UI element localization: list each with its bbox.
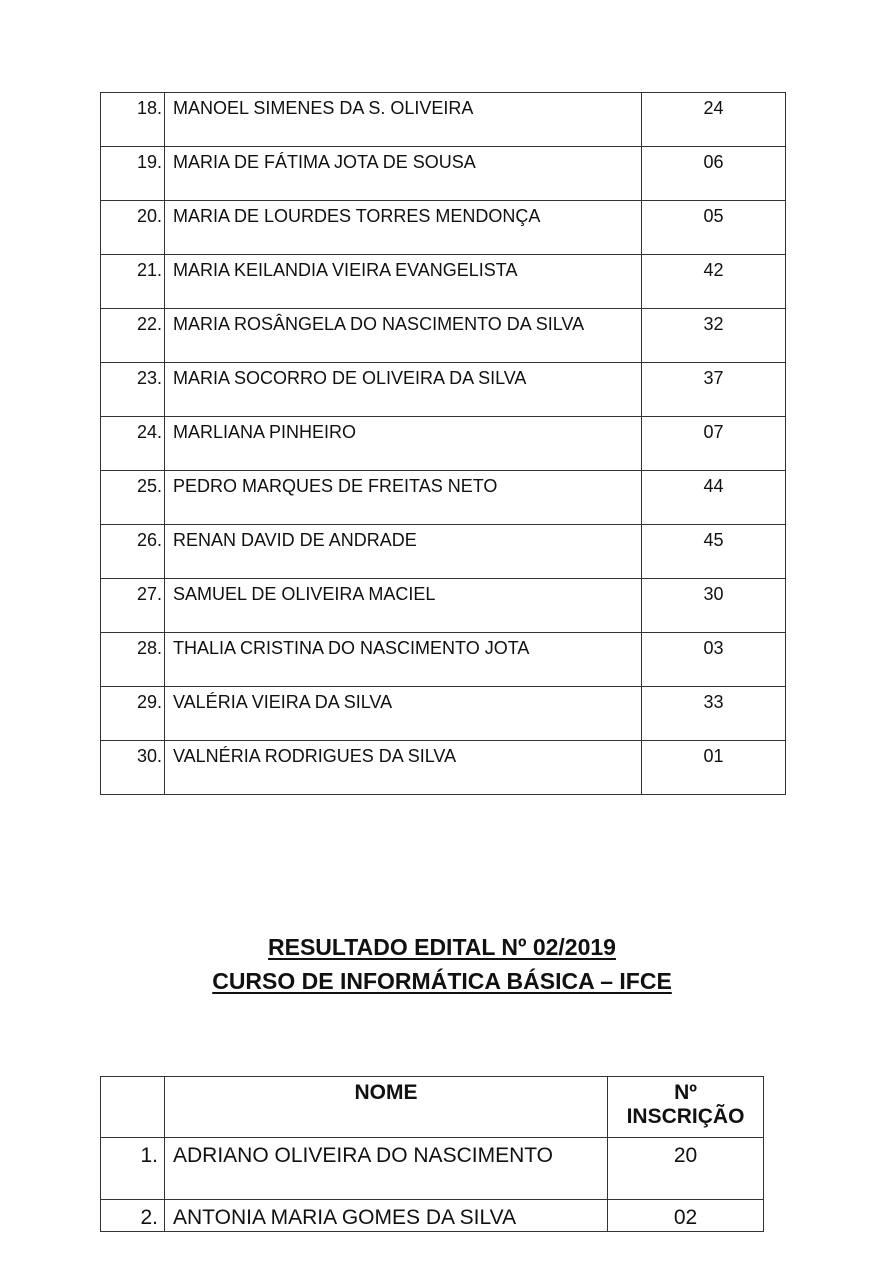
candidate-name: MARIA ROSÂNGELA DO NASCIMENTO DA SILVA	[165, 309, 642, 363]
row-number: 20.	[101, 201, 165, 255]
table-row	[101, 471, 786, 525]
row-number: 1.	[101, 1138, 165, 1200]
candidate-name: SAMUEL DE OLIVEIRA MACIEL	[165, 579, 642, 633]
candidate-name: MARIA DE FÁTIMA JOTA DE SOUSA	[165, 147, 642, 201]
table-row	[101, 1138, 764, 1200]
row-number: 18.	[101, 93, 165, 147]
header-number	[101, 1077, 165, 1138]
row-number: 25.	[101, 471, 165, 525]
row-number: 26.	[101, 525, 165, 579]
document-title	[0, 930, 874, 998]
candidate-name: MARLIANA PINHEIRO	[165, 417, 642, 471]
table-row	[101, 741, 786, 795]
title-line-2: CURSO DE INFORMÁTICA BÁSICA – IFCE	[212, 968, 672, 994]
registration-number: 44	[642, 471, 786, 525]
table-row	[101, 579, 786, 633]
registration-number: 06	[642, 147, 786, 201]
row-number: 30.	[101, 741, 165, 795]
registration-number: 45	[642, 525, 786, 579]
registration-number: 03	[642, 633, 786, 687]
registration-number: 33	[642, 687, 786, 741]
table-row	[101, 309, 786, 363]
row-number: 22.	[101, 309, 165, 363]
registration-number: 07	[642, 417, 786, 471]
row-number: 24.	[101, 417, 165, 471]
candidate-name: MARIA KEILANDIA VIEIRA EVANGELISTA	[165, 255, 642, 309]
table-row	[101, 1200, 764, 1232]
table-row	[101, 633, 786, 687]
row-number: 2.	[101, 1200, 165, 1232]
candidate-name: MARIA SOCORRO DE OLIVEIRA DA SILVA	[165, 363, 642, 417]
row-number: 29.	[101, 687, 165, 741]
candidate-name: MARIA DE LOURDES TORRES MENDONÇA	[165, 201, 642, 255]
candidate-name: MANOEL SIMENES DA S. OLIVEIRA	[165, 93, 642, 147]
candidate-name: VALNÉRIA RODRIGUES DA SILVA	[165, 741, 642, 795]
row-number: 23.	[101, 363, 165, 417]
table-header-row	[101, 1077, 764, 1138]
candidate-name: ANTONIA MARIA GOMES DA SILVA	[165, 1200, 608, 1232]
table-row	[101, 201, 786, 255]
title-line-1: RESULTADO EDITAL Nº 02/2019	[268, 934, 616, 960]
candidate-name: ADRIANO OLIVEIRA DO NASCIMENTO	[165, 1138, 608, 1200]
table-row	[101, 525, 786, 579]
registration-number: 01	[642, 741, 786, 795]
registration-number: 24	[642, 93, 786, 147]
candidate-name: PEDRO MARQUES DE FREITAS NETO	[165, 471, 642, 525]
registration-number: 02	[608, 1200, 764, 1232]
results-table	[100, 1076, 764, 1232]
candidate-name: VALÉRIA VIEIRA DA SILVA	[165, 687, 642, 741]
registration-number: 37	[642, 363, 786, 417]
header-registration	[608, 1077, 764, 1138]
candidate-name: THALIA CRISTINA DO NASCIMENTO JOTA	[165, 633, 642, 687]
registration-number: 20	[608, 1138, 764, 1200]
header-registration-line-2: INSCRIÇÃO	[626, 1105, 745, 1128]
row-number: 28.	[101, 633, 165, 687]
row-number: 27.	[101, 579, 165, 633]
table-row	[101, 93, 786, 147]
table-row	[101, 147, 786, 201]
row-number: 21.	[101, 255, 165, 309]
registration-number: 32	[642, 309, 786, 363]
registration-number: 42	[642, 255, 786, 309]
table-row	[101, 687, 786, 741]
table-row	[101, 363, 786, 417]
header-registration-line-1: Nº	[674, 1081, 697, 1104]
table-row	[101, 417, 786, 471]
row-number: 19.	[101, 147, 165, 201]
candidate-name: RENAN DAVID DE ANDRADE	[165, 525, 642, 579]
registration-number: 05	[642, 201, 786, 255]
header-name: NOME	[165, 1077, 608, 1138]
results-table-continued	[100, 92, 786, 795]
table-row	[101, 255, 786, 309]
registration-number: 30	[642, 579, 786, 633]
